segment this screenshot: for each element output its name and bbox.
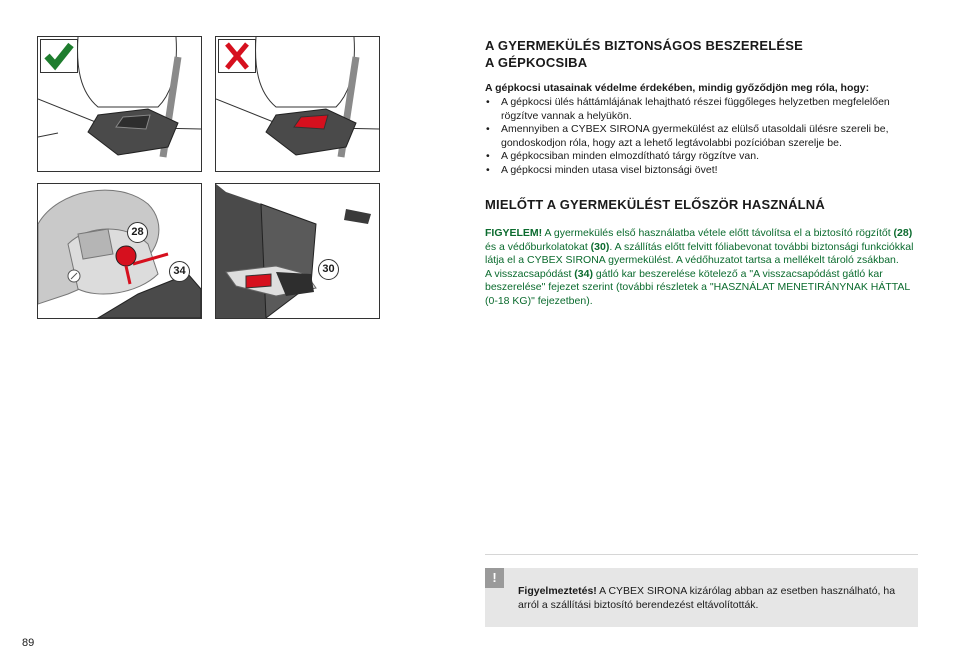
section2-paragraph-2: A visszacsapódást (34) gátló kar beszerelése kötelező a "A visszacsapódást gátló kar beszerelése" fejezet szerint (további részletek a "HASZNÁLAT MENETIRÁNYNAK HÁTTAL (0-18 KG)" fejezetben).: [485, 267, 910, 307]
section1-list: [485, 96, 917, 177]
section1-intro: A gépkocsi utasainak védelme érdekében, mindig győződjön meg róla, hogy:: [485, 82, 870, 94]
check-icon: [40, 39, 78, 73]
section1-title: A GYERMEKÜLÉS BIZTONSÁGOS BESZERELÉSE A GÉPKOCSIBA: [485, 38, 803, 70]
label-28: 28: [127, 222, 148, 243]
warning-box: [485, 568, 918, 627]
list-item: • A gépkocsi minden utasa visel biztonsági övet!: [485, 164, 917, 178]
divider: [485, 554, 918, 555]
illustration-incorrect: [215, 36, 380, 172]
illustration-seat-locks: [37, 183, 202, 319]
list-item: • A gépkocsiban minden elmozdítható tárgy rögzítve van.: [485, 150, 917, 164]
warning-icon: !: [485, 568, 504, 588]
text-column: [485, 37, 917, 308]
label-34: 34: [169, 261, 190, 282]
illustration-base-cover: [215, 183, 380, 319]
label-30: 30: [318, 259, 339, 280]
section2-title: MIELŐTT A GYERMEKÜLÉST ELŐSZÖR HASZNÁLNÁ: [485, 197, 825, 212]
section2-paragraph-1: FIGYELEM! A gyermekülés első használatba vétele előtt távolítsa el a biztosító rögzítőt (28) és a védőburkolatokat (30). A szállítás előtt felvitt fóliabevonat további biztonsági funkciókkal látja el a CYBEX SIRONA gyermekülést. A védőhuzatot tartsa a mellékelt tároló zsákban.: [485, 227, 914, 266]
illustration-correct: [37, 36, 202, 172]
list-item: • A gépkocsi ülés háttámlájának lehajtható részei függőleges helyzetben megfelelően rögzítve vannak a helyükön.: [485, 96, 917, 123]
cross-icon: [218, 39, 256, 73]
page-number: 89: [22, 637, 35, 649]
warning-text: Figyelmeztetés! A CYBEX SIRONA kizárólag abban az esetben használható, ha arról a szállítási biztosító berendezést eltávolították.: [518, 585, 896, 611]
list-item: • Amennyiben a CYBEX SIRONA gyermekülést az elülső utasoldali ülésre szereli be, gondoskodjon róla, hogy azt a lehető legtávolabbi pozícióban szerelje be.: [485, 123, 917, 150]
